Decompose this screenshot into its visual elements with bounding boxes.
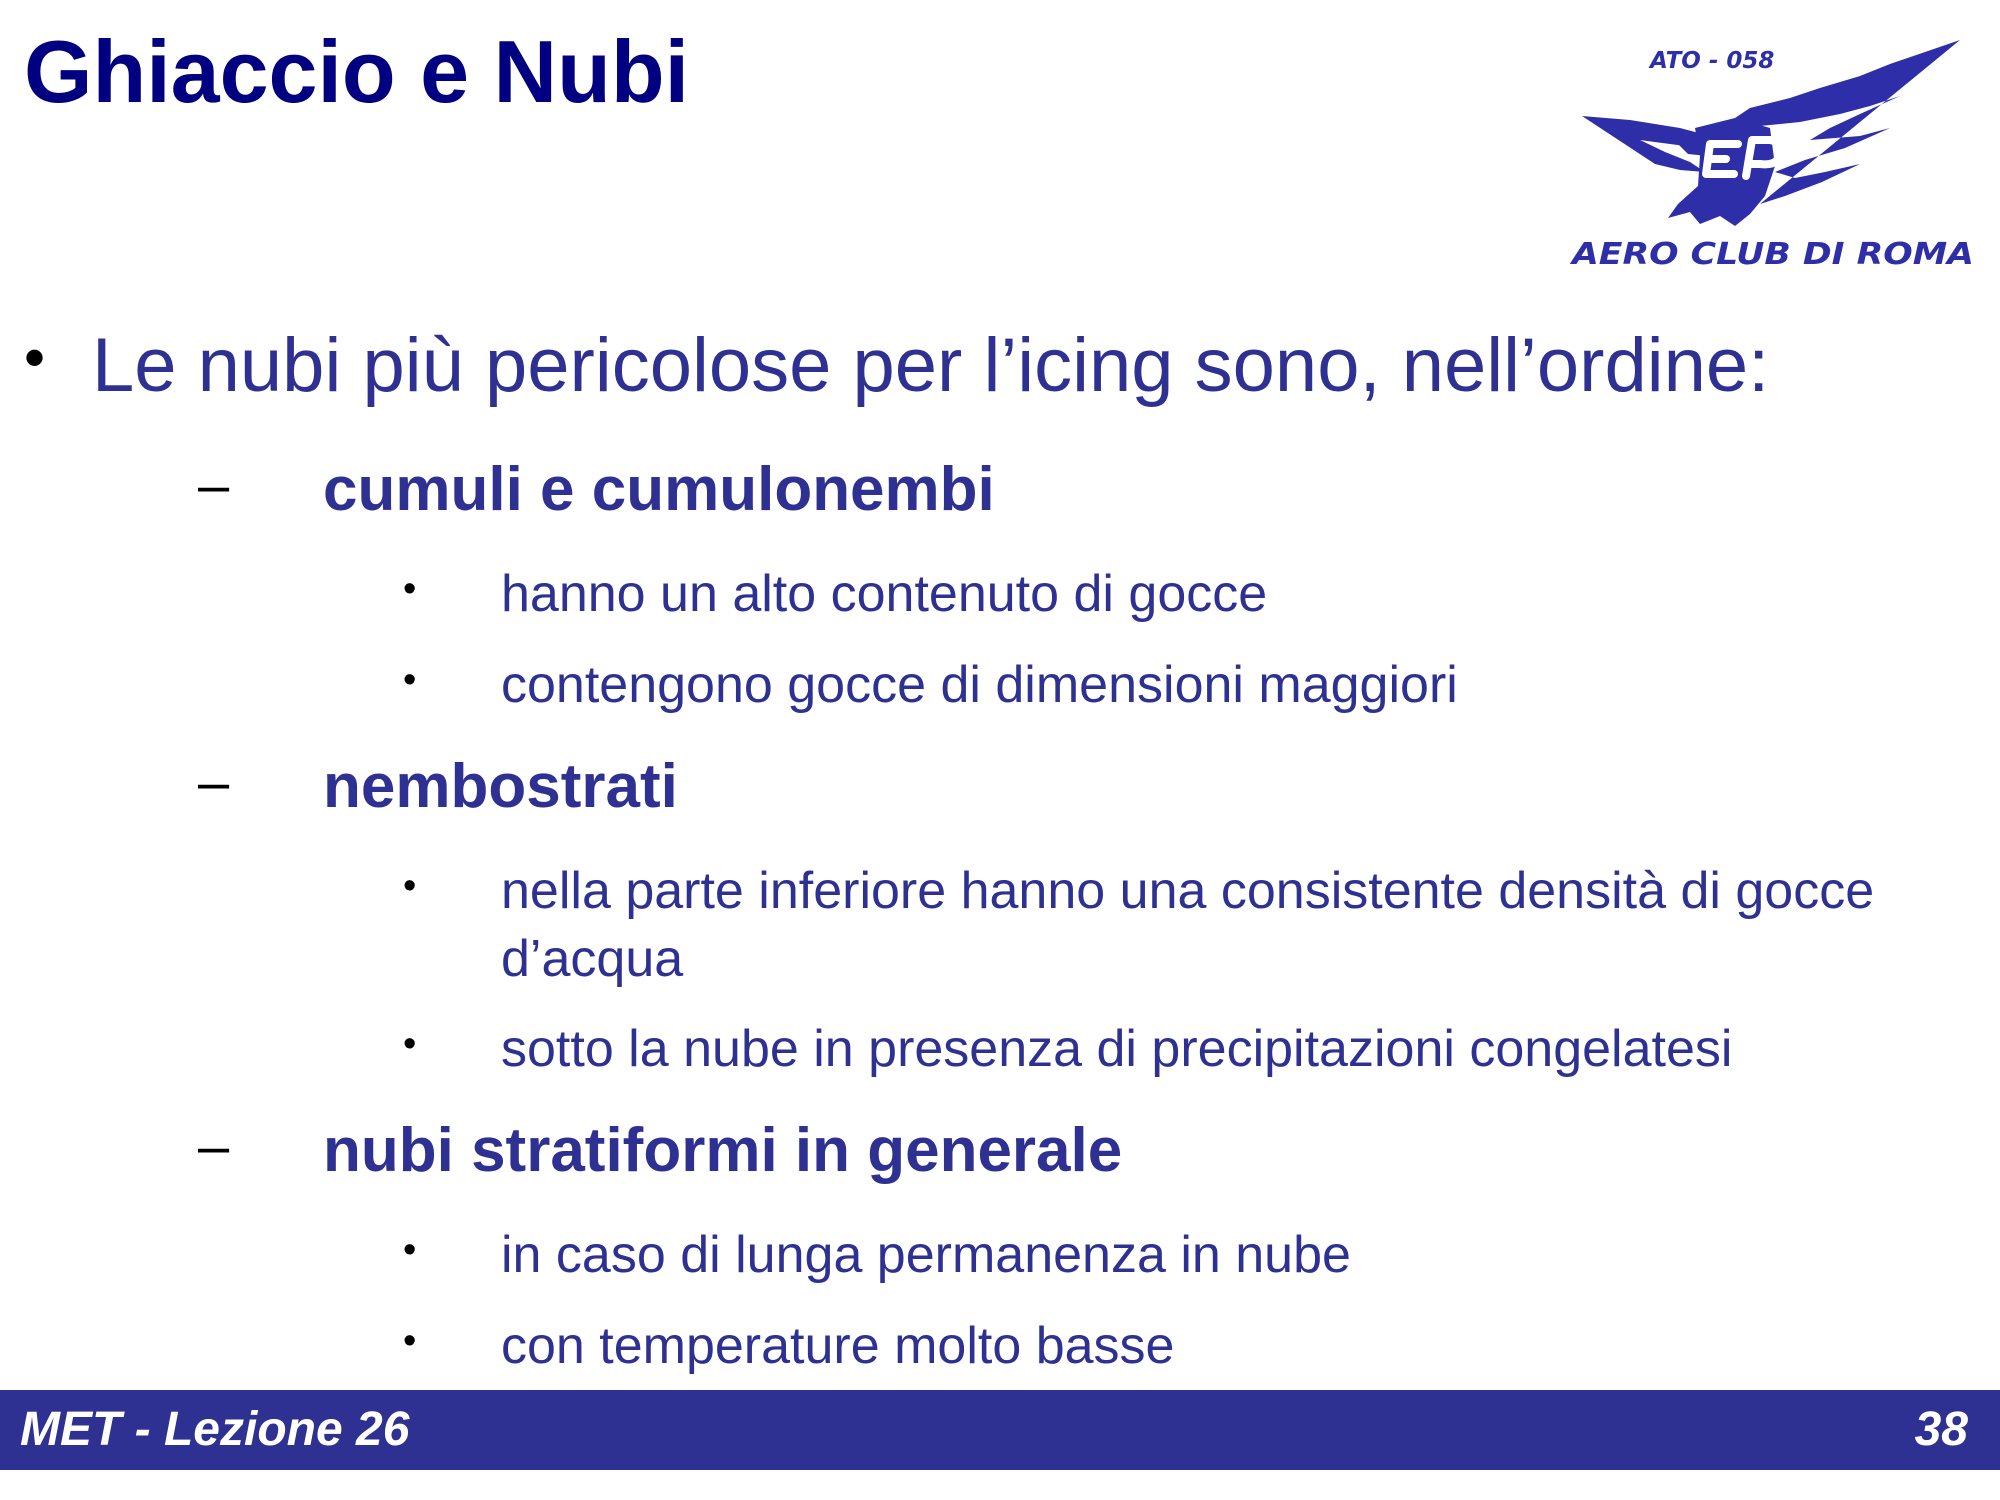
list-item-text: contengono gocce di dimensioni maggiori xyxy=(501,656,1458,714)
bullet-marker: • xyxy=(403,659,417,701)
footer-lesson-label: MET - Lezione 26 xyxy=(20,1403,410,1456)
bullet-marker: • xyxy=(403,1023,417,1065)
intro-text: Le nubi più pericolose per l’icing sono, nell’ordine: xyxy=(92,323,1770,408)
list-item-text: con temperature molto basse xyxy=(501,1317,1175,1375)
list-item-text: hanno un alto contenuto di gocce xyxy=(501,565,1268,623)
dash-marker: – xyxy=(198,1114,230,1177)
logo-bottom-text: AERO CLUB DI ROMA xyxy=(1569,237,1974,272)
bullet-marker: • xyxy=(403,1320,417,1362)
logo-top-text: ATO - 058 xyxy=(1650,48,1775,74)
list-item-text: nella parte inferiore hanno una consistente densità di gocce xyxy=(501,862,1875,920)
slide-title: Ghiaccio e Nubi xyxy=(24,22,690,121)
group-heading-text: nembostrati xyxy=(323,752,678,821)
dash-marker: – xyxy=(198,453,230,516)
list-item-text: in caso di lunga permanenza in nube xyxy=(501,1226,1351,1284)
dash-marker: – xyxy=(198,750,230,813)
eagle-emblem-icon xyxy=(1560,36,1980,276)
list-item-text: sotto la nube in presenza di precipitazioni congelatesi xyxy=(501,1020,1733,1078)
footer-bar xyxy=(0,1390,2000,1470)
group-heading-text: cumuli e cumulonembi xyxy=(323,455,995,524)
group-heading-text: nubi stratiformi in generale xyxy=(323,1116,1123,1185)
bullet-marker: • xyxy=(403,865,417,907)
page-number: 38 xyxy=(1914,1403,1968,1456)
list-item-text: d’acqua xyxy=(501,930,684,988)
bullet-marker: • xyxy=(403,1229,417,1271)
bullet-marker: • xyxy=(403,568,417,610)
bullet-marker: • xyxy=(24,324,46,391)
